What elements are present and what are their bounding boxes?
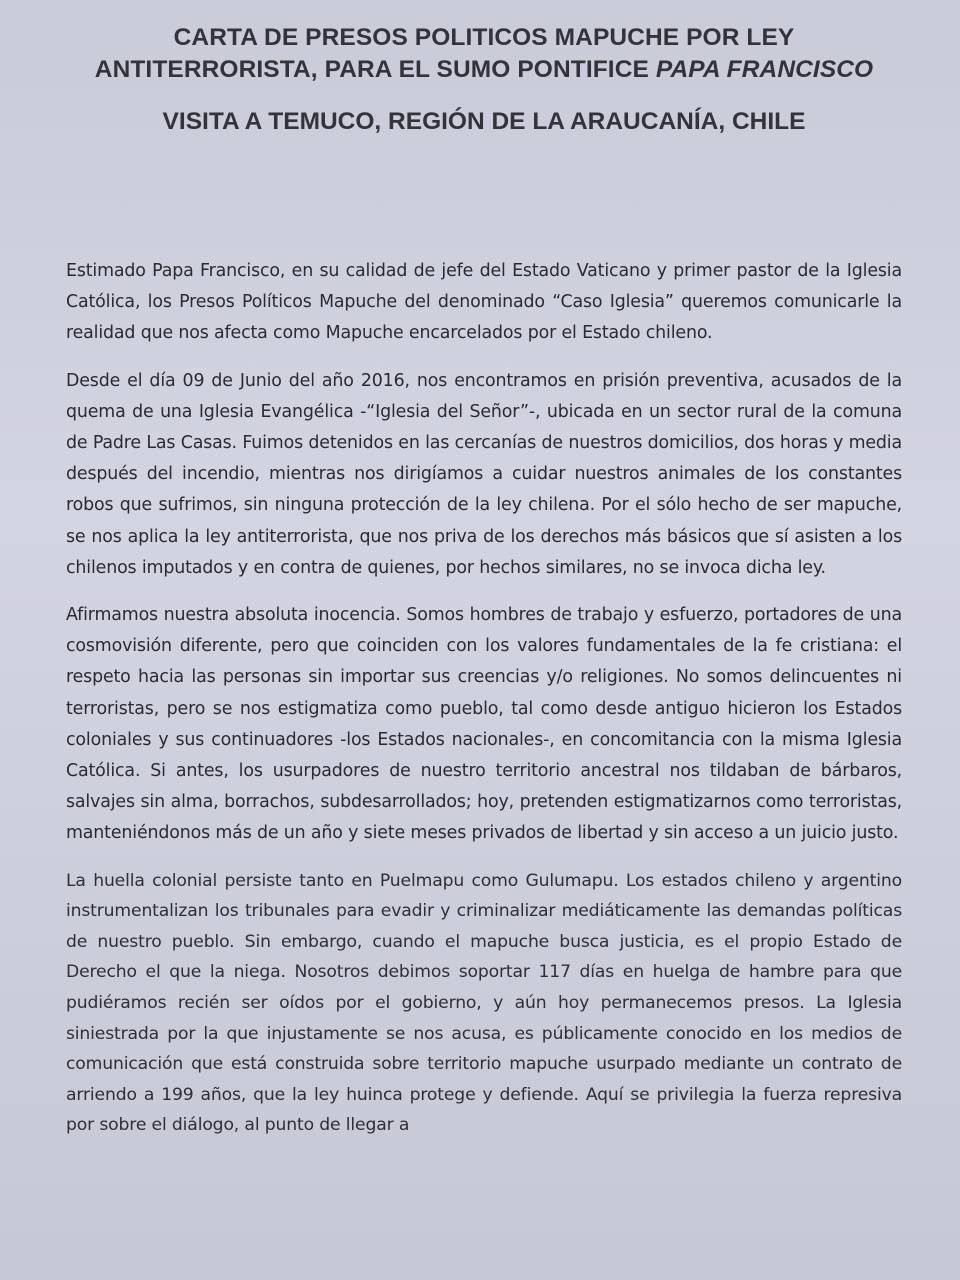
- title-line-2-text: ANTITERRORISTA, PARA EL SUMO PONTIFICE: [94, 56, 656, 83]
- title-emphasis: PAPA FRANCISCO: [655, 56, 874, 83]
- paragraph-greeting: Estimado Papa Francisco, en su calidad de jefe del Estado Vaticano y primer pastor de la Iglesia Católica, los Presos Políticos Mapuche del denominado “Caso Iglesia” queremos comunicarle la realidad que nos afecta como Mapuche encarcelados por el Estado chileno.: [66, 261, 902, 344]
- paragraph-colonial-legacy: La huella colonial persiste tanto en Puelmapu como Gulumapu. Los estados chileno y argentino instrumentalizan los tribunales para evadir y criminalizar mediáticamente las demandas políticas de nuestro pueblo. Sin embargo, cuando el mapuche busca justicia, es el propio Estado de Derecho el que la niega. Nosotros debimos soportar 117 días en huelga de hambre para que pudiéramos recién ser oídos por el gobierno, y aún hoy permanecemos presos. La Iglesia siniestrada por la que injustamente se nos acusa, es públicamente conocido en los medios de comunicación que está construida sobre territorio mapuche usurpado mediante un contrato de arriendo a 199 años, que la ley huinca protege y defiende. Aquí se privilegia la fuerza represiva por sobre el diálogo, al punto de llegar a: [66, 870, 902, 1136]
- title-line-1: CARTA DE PRESOS POLITICOS MAPUCHE POR LEY: [173, 24, 795, 51]
- letter-body: [66, 256, 902, 1141]
- paragraph-detention: Desde el día 09 de Junio del año 2016, nos encontramos en prisión preventiva, acusados de la quema de una Iglesia Evangélica -“Iglesia del Señor”-, ubicada en un sector rural de la comuna de Padre Las Casas. Fuimos detenidos en las cercanías de nuestros domicilios, dos horas y media después del incendio, mientras nos dirigíamos a cuidar nuestros animales de los constantes robos que sufrimos, sin ninguna protección de la ley chilena. Por el sólo hecho de ser mapuche, se nos aplica la ley antiterrorista, que nos priva de los derechos más básicos que sí asisten a los chilenos imputados y en contra de quienes, por hechos similares, no se invoca dicha ley.: [66, 370, 902, 578]
- letter-title: [66, 22, 902, 86]
- letter-subtitle: VISITA A TEMUCO, REGIÓN DE LA ARAUCANÍA, CHILE: [162, 108, 806, 135]
- title-line-2: [66, 54, 902, 86]
- paragraph-innocence: Afirmamos nuestra absoluta inocencia. Somos hombres de trabajo y esfuerzo, portadores de una cosmovisión diferente, pero que coinciden con los valores fundamentales de la fe cristiana: el respeto hacia las personas sin importar sus creencias y/o religiones. No somos delincuentes ni terroristas, pero se nos estigmatiza como pueblo, tal como desde antiguo hicieron los Estados coloniales y sus continuadores -los Estados nacionales-, en concomitancia con la misma Iglesia Católica. Si antes, los usurpadores de nuestro territorio ancestral nos tildaban de bárbaros, salvajes sin alma, borrachos, subdesarrollados; hoy, pretenden estigmatizarnos como terroristas, manteniéndonos más de un año y siete meses privados de libertad y sin acceso a un juicio justo.: [66, 605, 902, 844]
